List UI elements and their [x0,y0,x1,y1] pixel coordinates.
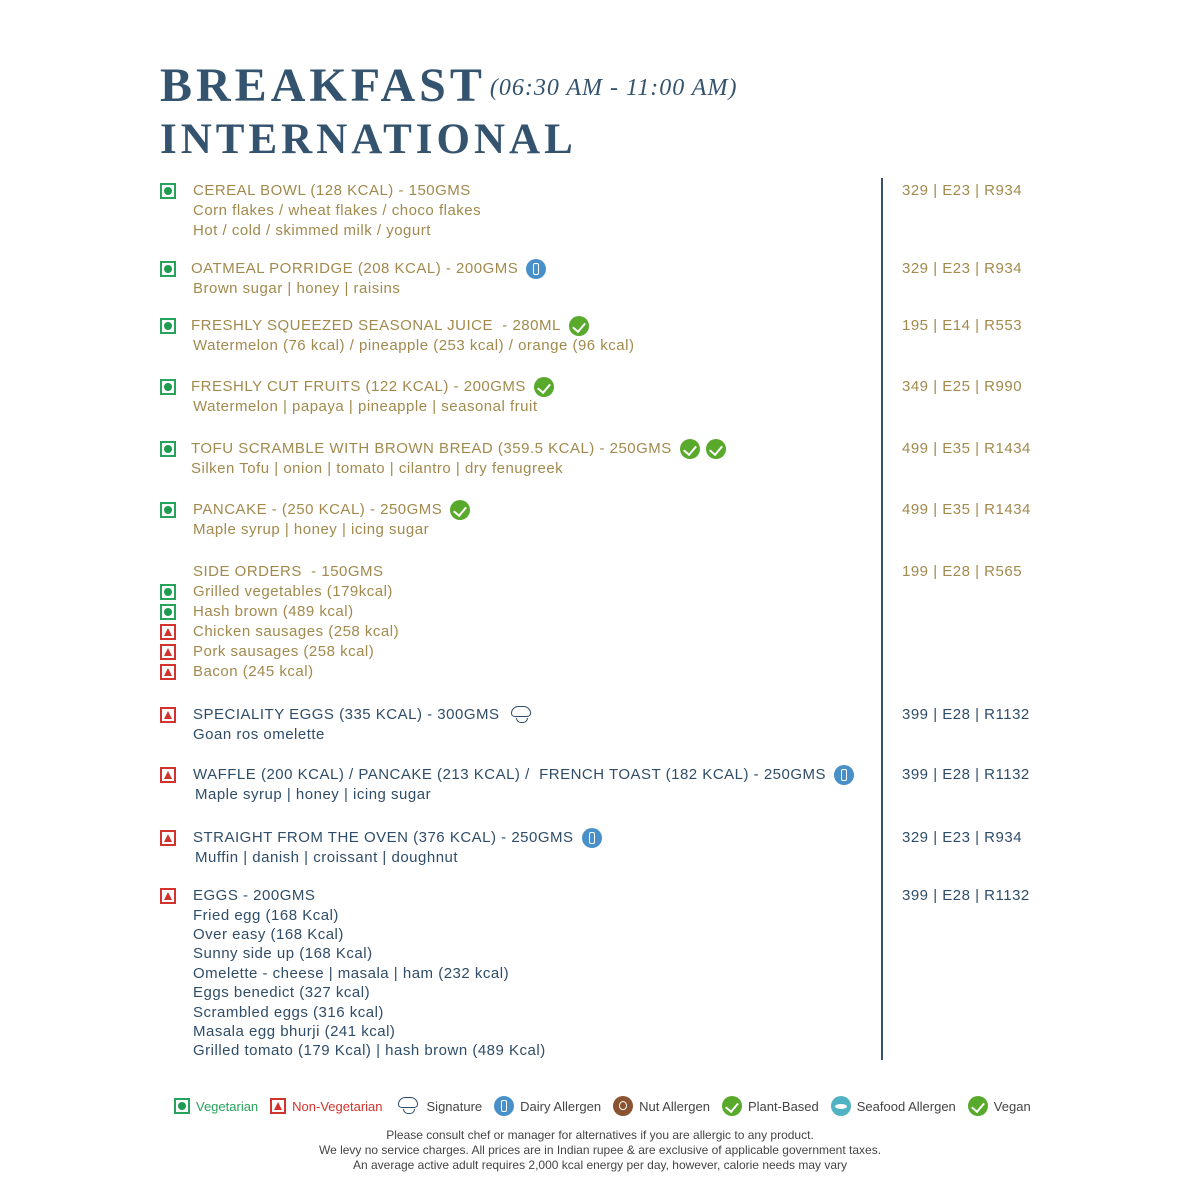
item-price: 499 | E35 | R1434 [902,501,1031,518]
vegan-icon [680,439,700,459]
egg-option: Over easy (168 Kcal) [193,926,344,944]
legend-label: Signature [426,1098,483,1114]
item-description: Watermelon | papaya | pineapple | seasonal fruit [193,398,538,415]
item-name: PANCAKE - (250 KCAL) - 250GMS [193,501,443,518]
item-description: Muffin | danish | croissant | doughnut [195,849,459,866]
calorie-note: An average active adult requires 2,000 kcal energy per day, however, calorie needs may vary [352,1158,848,1172]
menu-item-speciality-eggs [160,705,1160,745]
menu-item-tofu-scramble [160,439,1160,479]
vegan-icon [450,500,470,520]
item-name: STRAIGHT FROM THE OVEN (376 KCAL) - 250GMS [193,829,574,846]
item-price: 329 | E23 | R934 [902,182,1023,199]
legend-nut [613,1096,710,1116]
side-option: Hash brown (489 kcal) [193,603,354,620]
legend-vegan [968,1096,1031,1116]
plant-based-icon [722,1096,742,1116]
item-name: EGGS - 200GMS [193,887,316,904]
item-description: Goan ros omelette [193,726,325,743]
item-price: 399 | E28 | R1132 [902,887,1030,904]
dairy-allergen-icon [582,828,602,848]
non-veg-indicator-icon [160,644,176,660]
veg-indicator-icon [160,584,176,600]
item-name: CEREAL BOWL (128 KCAL) - 150GMS [193,182,471,199]
veg-indicator-icon [160,604,176,620]
veg-indicator-icon [174,1098,190,1114]
legend-label: Non-Vegetarian [292,1098,383,1114]
page-title [160,58,737,116]
item-description: Corn flakes / wheat flakes / choco flakes [193,202,482,219]
veg-indicator-icon [160,441,176,457]
non-veg-indicator-icon [160,707,176,723]
item-description: Maple syrup | honey | icing sugar [193,521,430,538]
legend-label: Dairy Allergen [520,1098,602,1114]
menu-item-side-orders [160,562,1160,682]
meal-time: (06:30 AM - 11:00 AM) [489,75,738,101]
menu-item-waffle-pancake-toast [160,765,1160,805]
item-description: Watermelon (76 kcal) / pineapple (253 kcal) / orange (96 kcal) [193,337,635,354]
item-name: OATMEAL PORRIDGE (208 KCAL) - 200GMS [191,260,519,277]
legend-label: Plant-Based [747,1098,819,1114]
plant-based-icon [569,316,589,336]
item-price: 399 | E28 | R1132 [902,766,1030,783]
item-price: 329 | E23 | R934 [902,260,1023,277]
menu-item-pancake [160,500,1160,540]
item-name: TOFU SCRAMBLE WITH BROWN BREAD (359.5 KCAL) - 250GMS [191,440,672,457]
side-option: Grilled vegetables (179kcal) [193,583,393,600]
nut-allergen-icon [613,1096,633,1116]
chef-signature-icon [395,1096,421,1116]
egg-option: Fried egg (168 Kcal) [193,906,339,924]
veg-indicator-icon [160,502,176,518]
legend-non-vegetarian [270,1098,382,1114]
footer-notes [100,1128,1100,1173]
egg-option: Omelette - cheese | masala | ham (232 kcal) [193,964,510,982]
plant-based-icon [706,439,726,459]
vegan-icon [968,1096,988,1116]
legend-label: Vegan [993,1098,1031,1114]
non-veg-indicator-icon [160,767,176,783]
item-name: WAFFLE (200 KCAL) / PANCAKE (213 KCAL) / FRENCH TOAST (182 KCAL) - 250GMS [193,766,827,783]
item-description: Silken Tofu | onion | tomato | cilantro | dry fenugreek [191,460,564,477]
menu-item-seasonal-juice [160,316,1160,356]
item-price: 329 | E23 | R934 [902,829,1023,846]
egg-option: Scrambled eggs (316 kcal) [193,1003,384,1021]
veg-indicator-icon [160,261,176,277]
legend-signature [395,1096,483,1116]
legend-label: Seafood Allergen [856,1098,956,1114]
item-description: Hot / cold / skimmed milk / yogurt [193,222,431,239]
item-price: 195 | E14 | R553 [902,317,1023,334]
item-name: SIDE ORDERS - 150GMS [193,563,384,580]
legend-label: Nut Allergen [639,1098,710,1114]
item-price: 399 | E28 | R1132 [902,706,1030,723]
egg-option: Masala egg bhurji (241 kcal) [193,1023,396,1041]
chef-signature-icon [508,705,534,725]
charges-note: We levy no service charges. All prices are in Indian rupee & are exclusive of applicable government taxes. [318,1143,882,1157]
dairy-allergen-icon [526,259,546,279]
menu-item-cereal-bowl [160,181,1160,241]
legend [174,1096,1043,1116]
menu-item-eggs [160,886,1160,1061]
non-veg-indicator-icon [160,888,176,904]
item-name: FRESHLY CUT FRUITS (122 KCAL) - 200GMS [191,378,526,395]
menu-item-cut-fruits [160,377,1160,417]
legend-vegetarian [174,1098,258,1114]
seafood-allergen-icon [831,1096,851,1116]
item-price: 499 | E35 | R1434 [902,440,1031,457]
non-veg-indicator-icon [160,830,176,846]
item-name: FRESHLY SQUEEZED SEASONAL JUICE - 280ML [191,317,561,334]
egg-option: Eggs benedict (327 kcal) [193,984,371,1002]
section-title: INTERNATIONAL [160,116,577,163]
egg-option: Grilled tomato (179 Kcal) | hash brown (489 Kcal) [193,1042,546,1060]
non-veg-indicator-icon [160,624,176,640]
legend-plant-based [722,1096,819,1116]
plant-based-icon [534,377,554,397]
side-option: Bacon (245 kcal) [193,663,314,680]
veg-indicator-icon [160,183,176,199]
menu-item-oatmeal-porridge [160,259,1160,299]
non-veg-indicator-icon [160,664,176,680]
dairy-allergen-icon [494,1096,514,1116]
veg-indicator-icon [160,318,176,334]
side-option: Pork sausages (258 kcal) [193,643,375,660]
side-option: Chicken sausages (258 kcal) [193,623,400,640]
menu-item-from-the-oven [160,828,1160,868]
veg-indicator-icon [160,379,176,395]
item-description: Maple syrup | honey | icing sugar [195,786,432,803]
non-veg-indicator-icon [270,1098,286,1114]
allergy-note: Please consult chef or manager for alternatives if you are allergic to any product. [386,1128,814,1142]
dairy-allergen-icon [834,765,854,785]
legend-label: Vegetarian [196,1098,259,1114]
item-price: 349 | E25 | R990 [902,378,1023,395]
item-price: 199 | E28 | R565 [902,563,1023,580]
legend-seafood [831,1096,956,1116]
legend-dairy [494,1096,601,1116]
item-description: Brown sugar | honey | raisins [193,280,401,297]
item-name: SPECIALITY EGGS (335 KCAL) - 300GMS [193,706,500,723]
egg-option: Sunny side up (168 Kcal) [193,945,373,963]
title-text: BREAKFAST [160,59,486,112]
